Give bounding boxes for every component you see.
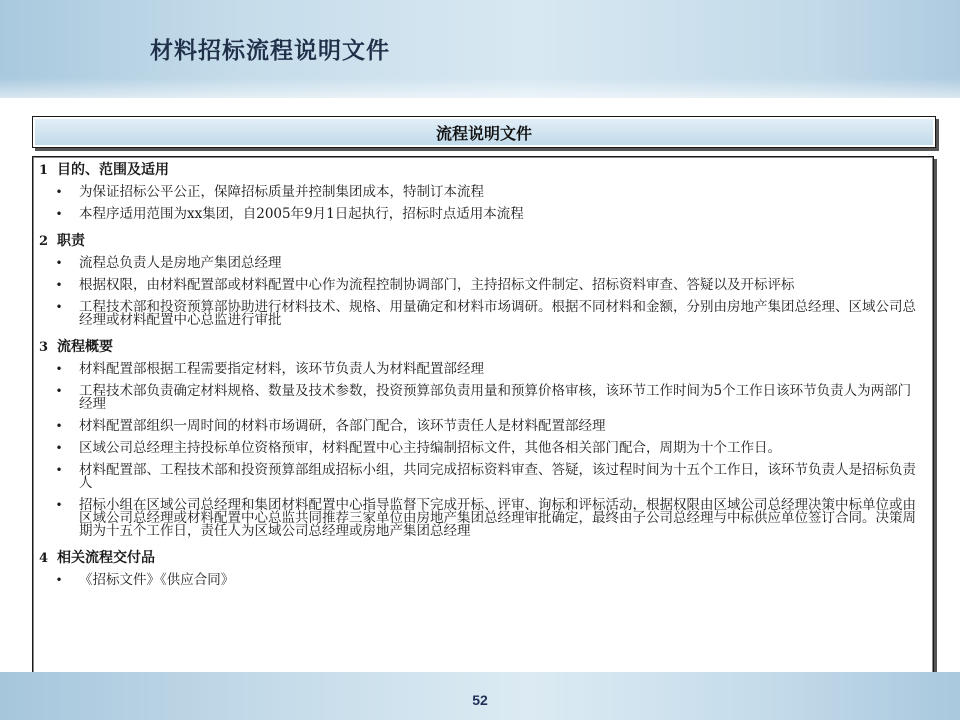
list-item xyxy=(39,257,923,270)
section xyxy=(39,159,923,221)
section-heading xyxy=(39,547,923,569)
content-box xyxy=(32,156,934,678)
list-item-text: 工程技术部和投资预算部协助进行材料技术、规格、用量确定和材料市场调研。根据不同材料和金额，分别由房地产集团总经理、区域公司总经理或材料配置中心总监进行审批 xyxy=(79,299,916,328)
bullet-list xyxy=(39,186,923,221)
document-header-box xyxy=(32,116,936,148)
document-header-title: 流程说明文件 xyxy=(435,123,532,143)
list-item xyxy=(39,186,923,199)
bullet-dot-icon: • xyxy=(55,441,63,455)
list-item-text: 《招标文件》《供应合同》 xyxy=(79,572,235,588)
bullet-dot-icon: • xyxy=(55,419,63,433)
bullet-dot-icon: • xyxy=(55,256,63,270)
bullet-dot-icon: • xyxy=(55,463,63,477)
list-item-text: 为保证招标公平公正，保障招标质量并控制集团成本，特制订本流程 xyxy=(79,184,484,200)
section xyxy=(39,547,923,587)
bullet-dot-icon: • xyxy=(55,573,63,587)
section xyxy=(39,230,923,327)
bullet-dot-icon: • xyxy=(55,278,63,292)
bullet-dot-icon: • xyxy=(55,498,63,512)
list-item-text: 流程总负责人是房地产集团总经理 xyxy=(79,255,282,271)
list-item xyxy=(39,385,923,411)
section-title: 相关流程交付品 xyxy=(57,550,155,566)
list-item-text: 材料配置部、工程技术部和投资预算部组成招标小组，共同完成招标资料审查、答疑，该过程时间为十五个工作日，该环节负责人是招标负责人 xyxy=(79,462,916,491)
bullet-dot-icon: • xyxy=(55,384,63,398)
list-item-text: 根据权限，由材料配置部或材料配置中心作为流程控制协调部门，主持招标文件制定、招标资料审查、答疑以及开标评标 xyxy=(79,277,795,293)
list-item xyxy=(39,442,923,455)
section-heading xyxy=(39,159,923,181)
bullet-dot-icon: • xyxy=(55,300,63,314)
bullet-dot-icon: • xyxy=(55,185,63,199)
list-item-text: 招标小组在区域公司总经理和集团材料配置中心指导监督下完成开标、评审、询标和评标活动，根据权限由区域公司总经理决策中标单位或由区域公司总经理或材料配置中心总监共同推荐三家单位由房地产集团总经理审批确定，最终由子公司总经理与中标供应单位签订合同。决策周期为十五个工作日，责任人为区域公司总经理或房地产集团总经理 xyxy=(79,497,916,539)
section-title: 流程概要 xyxy=(57,339,113,355)
top-banner xyxy=(0,0,960,98)
section-heading xyxy=(39,336,923,358)
list-item xyxy=(39,301,923,327)
section-number: 2 xyxy=(39,234,49,249)
list-item-text: 本程序适用范围为xx集团，自2005年9月1日起执行，招标时点适用本流程 xyxy=(79,206,524,222)
list-item xyxy=(39,279,923,292)
list-item-text: 工程技术部负责确定材料规格、数量及技术参数，投资预算部负责用量和预算价格审核，该环节工作时间为5个工作日该环节负责人为两部门经理 xyxy=(79,383,912,412)
section xyxy=(39,336,923,538)
bullet-list xyxy=(39,574,923,587)
list-item-text: 材料配置部组织一周时间的材料市场调研，各部门配合，该环节责任人是材料配置部经理 xyxy=(79,418,606,434)
bullet-list xyxy=(39,257,923,327)
section-title: 职责 xyxy=(57,233,85,249)
section-number: 1 xyxy=(39,163,49,178)
list-item xyxy=(39,363,923,376)
page-title: 材料招标流程说明文件 xyxy=(150,37,390,64)
section-number: 3 xyxy=(39,340,49,355)
section-list xyxy=(33,157,933,587)
list-item-text: 材料配置部根据工程需要指定材料，该环节负责人为材料配置部经理 xyxy=(79,361,484,377)
list-item xyxy=(39,499,923,538)
page-number: 52 xyxy=(472,692,488,708)
list-item xyxy=(39,574,923,587)
section-title: 目的、范围及适用 xyxy=(57,162,169,178)
section-number: 4 xyxy=(39,551,49,566)
bullet-dot-icon: • xyxy=(55,362,63,376)
list-item xyxy=(39,208,923,221)
bullet-dot-icon: • xyxy=(55,207,63,221)
bullet-list xyxy=(39,363,923,538)
list-item xyxy=(39,420,923,433)
list-item-text: 区域公司总经理主持投标单位资格预审，材料配置中心主持编制招标文件，其他各相关部门配合，周期为十个工作日。 xyxy=(79,440,781,456)
list-item xyxy=(39,464,923,490)
section-heading xyxy=(39,230,923,252)
